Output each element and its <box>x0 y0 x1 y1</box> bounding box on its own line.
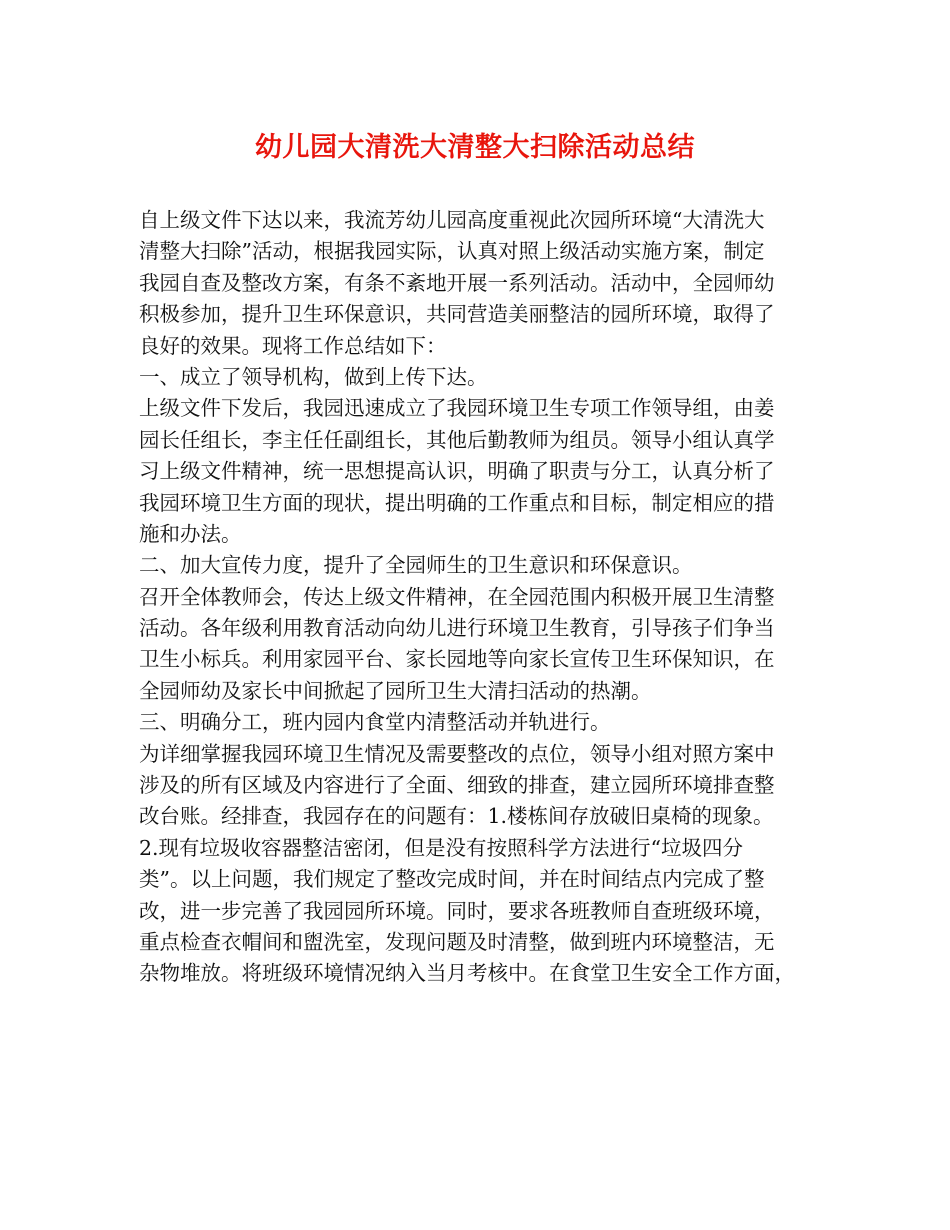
body-line: 自上级文件下达以来，我流芳幼儿园高度重视此次园所环境“大清洗大 <box>139 208 765 232</box>
body-line: 杂物堆放。将班级环境情况纳入当月考核中。在食堂卫生安全工作方面， <box>139 961 795 986</box>
body-line: 上级文件下发后，我园迅速成立了我园环境卫生专项工作领导组，由姜 <box>139 396 775 421</box>
body-line: 卫生小标兵。利用家园平台、家长园地等向家长宣传卫生环保知识，在 <box>139 647 775 672</box>
body-line: 全园师幼及家长中间掀起了园所卫生大清扫活动的热潮。 <box>139 678 652 703</box>
body-line: 我园环境卫生方面的现状，提出明确的工作重点和目标，制定相应的措 <box>139 490 775 515</box>
body-line: 习上级文件精神，统一思想提高认识，明确了职责与分工，认真分析了 <box>139 459 775 484</box>
body-line: 涉及的所有区域及内容进行了全面、细致的排查，建立园所环境排查整 <box>139 773 775 798</box>
section-heading-2: 二、加大宣传力度，提升了全园师生的卫生意识和环保意识。 <box>139 553 693 578</box>
body-line: 施和办法。 <box>139 521 242 546</box>
body-line: 良好的效果。现将工作总结如下： <box>139 333 447 358</box>
document-body <box>139 205 829 990</box>
body-line: 活动。各年级利用教育活动向幼儿进行环境卫生教育，引导孩子们争当 <box>139 616 775 641</box>
body-line: 积极参加，提升卫生环保意识，共同营造美丽整洁的园所环境，取得了 <box>139 302 775 327</box>
body-line: 类”。以上问题，我们规定了整改完成时间，并在时间结点内完成了整 <box>139 867 765 892</box>
body-line: 园长任组长，李主任任副组长，其他后勤教师为组员。领导小组认真学 <box>139 427 775 452</box>
body-line: 改，进一步完善了我园园所环境。同时，要求各班教师自查班级环境， <box>139 898 775 923</box>
section-heading-3: 三、明确分工，班内园内食堂内清整活动并轨进行。 <box>139 710 611 735</box>
body-line: 我园自查及整改方案，有条不紊地开展一系列活动。活动中，全园师幼 <box>139 270 775 295</box>
body-line: 为详细掌握我园环境卫生情况及需要整改的点位，领导小组对照方案中 <box>139 741 775 766</box>
body-line: 清整大扫除”活动，根据我园实际，认真对照上级活动实施方案，制定 <box>139 239 765 264</box>
body-line: 重点检查衣帽间和盥洗室，发现问题及时清整，做到班内环境整洁，无 <box>139 929 775 954</box>
body-line: 召开全体教师会，传达上级文件精神，在全园范围内积极开展卫生清整 <box>139 584 775 609</box>
body-line: 改台账。经排查，我园存在的问题有：1.楼栋间存放破旧桌椅的现象。 <box>139 804 774 829</box>
body-line: 2.现有垃圾收容器整洁密闭，但是没有按照科学方法进行“垃圾四分 <box>139 835 744 860</box>
document-title: 幼儿园大清洗大清整大扫除活动总结 <box>255 132 695 163</box>
section-heading-1: 一、成立了领导机构，做到上传下达。 <box>139 364 488 389</box>
